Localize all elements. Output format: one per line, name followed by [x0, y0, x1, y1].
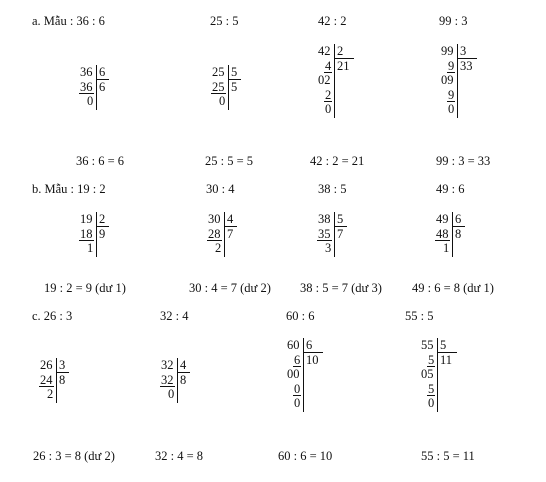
division-vertical-line [96, 65, 97, 110]
result-equation: 19 : 2 = 9 (dư 1) [44, 281, 126, 295]
quotient: 11 [440, 352, 453, 367]
divisor: 5 [337, 212, 344, 226]
divisor: 3 [59, 358, 66, 372]
result-equation: 60 : 6 = 10 [278, 449, 333, 463]
divisor: 5 [440, 338, 447, 352]
step-4: 0 [448, 102, 455, 116]
division-vertical-line [457, 44, 458, 118]
step-2: 05 [421, 367, 434, 381]
step-4: 0 [325, 102, 332, 116]
dividend: 25 [212, 65, 225, 79]
result-equation: 42 : 2 = 21 [310, 154, 365, 168]
step-3: 9 [448, 87, 455, 102]
problem-expression: 49 : 6 [436, 182, 465, 196]
dividend: 42 [318, 44, 331, 58]
division-vertical-line [303, 338, 304, 412]
step-1: 9 [448, 58, 455, 73]
step-2: 1 [87, 241, 94, 255]
divisor: 6 [306, 338, 313, 352]
step-1: 24 [40, 372, 53, 387]
dividend: 60 [287, 338, 300, 352]
division-vertical-line [334, 212, 335, 257]
quotient: 33 [460, 58, 473, 73]
step-3: 0 [294, 381, 301, 396]
result-equation: 55 : 5 = 11 [421, 449, 475, 463]
problem-expression: 25 : 5 [210, 14, 239, 28]
step-1: 25 [212, 79, 225, 94]
dividend: 49 [436, 212, 449, 226]
divisor: 4 [180, 358, 187, 372]
divisor: 2 [99, 212, 106, 226]
step-1: 32 [161, 372, 174, 387]
division-vertical-line [228, 65, 229, 110]
result-equation: 32 : 4 = 8 [155, 449, 204, 463]
section-c-header: c. 26 : 3 [32, 309, 73, 323]
result-equation: 38 : 5 = 7 (dư 3) [300, 281, 382, 295]
step-2: 3 [325, 241, 332, 255]
divisor: 2 [337, 44, 344, 58]
divisor: 3 [460, 44, 467, 58]
quotient: 8 [59, 372, 66, 387]
divisor: 6 [99, 65, 106, 79]
divisor: 4 [227, 212, 234, 226]
division-vertical-line [334, 44, 335, 118]
division-vertical-line [224, 212, 225, 257]
step-2: 02 [318, 73, 331, 87]
division-vertical-line [96, 212, 97, 257]
quotient: 7 [227, 226, 234, 241]
step-1: 18 [80, 226, 93, 241]
step-2: 09 [441, 73, 454, 87]
division-vertical-line [437, 338, 438, 412]
divisor: 6 [455, 212, 462, 226]
division-vertical-line [452, 212, 453, 257]
step-1: 28 [208, 226, 221, 241]
step-1: 35 [318, 226, 331, 241]
division-vertical-line [177, 358, 178, 403]
step-2: 0 [87, 94, 94, 108]
problem-expression: 42 : 2 [318, 14, 347, 28]
quotient: 8 [180, 372, 187, 387]
problem-expression: 99 : 3 [439, 14, 468, 28]
dividend: 38 [318, 212, 331, 226]
problem-expression: 38 : 5 [318, 182, 347, 196]
step-2: 2 [215, 241, 222, 255]
step-3: 5 [428, 381, 435, 396]
step-2: 1 [443, 241, 450, 255]
dividend: 32 [161, 358, 174, 372]
quotient: 10 [306, 352, 319, 367]
step-1: 48 [436, 226, 449, 241]
divisor: 5 [231, 65, 238, 79]
quotient: 6 [99, 79, 106, 94]
quotient: 21 [337, 58, 350, 73]
step-1: 6 [294, 352, 301, 367]
step-3: 2 [325, 87, 332, 102]
dividend: 99 [441, 44, 454, 58]
step-1: 4 [325, 58, 332, 73]
result-equation: 25 : 5 = 5 [205, 154, 254, 168]
step-2: 00 [287, 367, 300, 381]
division-vertical-line [56, 358, 57, 403]
problem-expression: 55 : 5 [405, 309, 434, 323]
section-a-header: a. Mẫu : 36 : 6 [32, 14, 105, 28]
result-equation: 36 : 6 = 6 [76, 154, 125, 168]
step-2: 2 [47, 387, 54, 401]
result-equation: 30 : 4 = 7 (dư 2) [189, 281, 271, 295]
dividend: 55 [421, 338, 434, 352]
step-1: 5 [428, 352, 435, 367]
step-4: 0 [428, 396, 435, 410]
step-2: 0 [168, 387, 175, 401]
problem-expression: 60 : 6 [286, 309, 315, 323]
quotient: 7 [337, 226, 344, 241]
result-equation: 26 : 3 = 8 (dư 2) [33, 449, 115, 463]
quotient: 5 [231, 79, 238, 94]
step-2: 0 [219, 94, 226, 108]
result-equation: 49 : 6 = 8 (dư 1) [412, 281, 494, 295]
step-1: 36 [80, 79, 93, 94]
problem-expression: 30 : 4 [206, 182, 235, 196]
problem-expression: 32 : 4 [160, 309, 189, 323]
dividend: 30 [208, 212, 221, 226]
result-equation: 99 : 3 = 33 [436, 154, 491, 168]
dividend: 19 [80, 212, 93, 226]
dividend: 36 [80, 65, 93, 79]
step-4: 0 [294, 396, 301, 410]
quotient: 9 [99, 226, 106, 241]
section-b-header: b. Mẫu : 19 : 2 [32, 182, 106, 196]
dividend: 26 [40, 358, 53, 372]
quotient: 8 [455, 226, 462, 241]
